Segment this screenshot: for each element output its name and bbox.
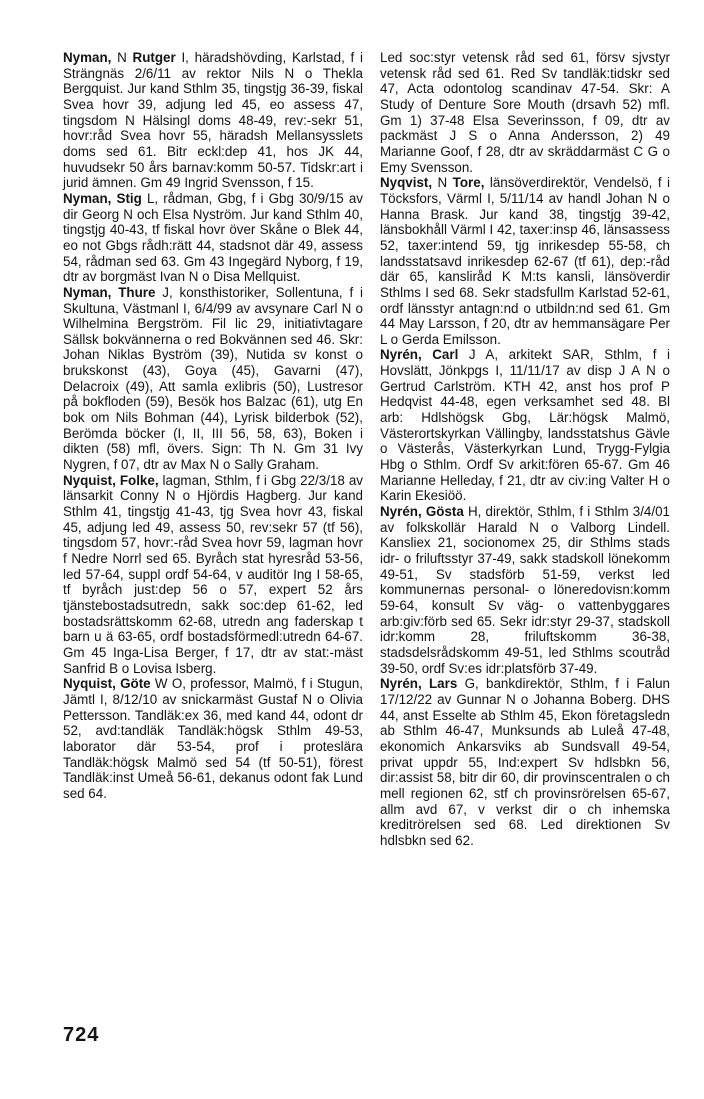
entry-surname: Nyrén, (380, 504, 422, 520)
entry-surname: Nyman, (63, 50, 112, 65)
entry-text: länsöverdirektör, Vendelsö, f i Töcksfors, Värml I, 5/11/14 av handl Johan N o Hanna Brask. Jur kand 38, tingstjg 39-42, länsbokhåll Värml I 42, taxer:insp 46, länsassess 52, taxer:intend 59, tjg inrikesdep 55-58, ch landsstatsavd inrikesdep 62-67 (tf 61), dep:-råd där 65, kanslіråd K M:ts kansli, länsöverdir Sthlms I sed 68. Sekr stadsfullm Karlstad 52-61, ordf länsstyr antagn:nd o utbildn:nd sed 61. Gm 44 May Larsson, f 20, dtr av hemmansägare Per L o Gerda Emilsson. (380, 175, 670, 347)
right-column (380, 50, 670, 848)
entry-forename: Tore, (452, 175, 485, 191)
entry-text: J A, arkitekt SAR, Sthlm, f i Hovslätt, Jönkpgs I, 11/11/17 av disp J A N o Gertrud Carlström. KTH 42, anst hos prof P Hedqvist 44-48, egen verksamhet sed 48. Bl arb: Hdlshögsk Gbg, Lär:högsk Malmö, Västerortskyrkan Vällingby, landsstatshus Gävle o Västerås, Västerkyrkan Lund, Trygg-Fylgia Hbg o Sthlm. Ordf Sv arkit:fören 65-67. Gm 46 Marianne Helleday, f 21, dtr av civ:ing Valter H o Karin Ekesiöö. (380, 347, 670, 504)
biography-entry (63, 191, 363, 285)
entry-surname: Nyquist, (63, 676, 116, 692)
entry-forename: Gösta (425, 504, 464, 520)
biography-entry (380, 676, 670, 848)
entry-forename: Göte (120, 676, 151, 692)
entry-surname: Nyqvist, (380, 175, 433, 191)
entry-surname: Nyquist, (63, 472, 116, 488)
entry-surname: Nyman, (63, 284, 112, 300)
entry-surname: Nyrén, (380, 347, 422, 363)
entry-initial (422, 347, 433, 362)
entry-forename: Stig (116, 190, 142, 206)
left-column (63, 50, 363, 802)
page-number: 724 (63, 1024, 100, 1046)
entry-forename: Carl (432, 347, 459, 363)
entry-text: G, bankdirektör, Sthlm, f i Falun 17/12/22 av Gunnar N o Johanna Boberg. DHS 44, anst Esselte ab Sthlm 45, Ekon företagsledn ab Sthlm 46-47, Munksunds ab Luleå 47-48, ekonomich Ankarsviks ab Sundsvall 49-54, privat uppdr 55, Ind:expert Sv hdlsbkn 56, dir:assist 58, bitr dir 60, dir provinscentralen o ch mell regionen 62, stf ch provinsrörelsen 65-67, allm avd 67, v verkst dir o ch inhemska kreditrörelsen sed 68. Led direktionen Sv hdlsbkn sed 62. (380, 676, 670, 848)
entry-forename: Folke, (119, 472, 159, 488)
entry-text: lagman, Sthlm, f i Gbg 22/3/18 av länsarkit Conny N o Hjördis Hagberg. Jur kand Sthlm 41, tingstjg 41-43, tjg Svea hovr 43, fiskal 45, adjung led 49, assess 50, rev:sekr 57 (tf 56), tingsdom 57, hovr:-råd Svea hovr 59, lagman hovr f Nedre Norrl sed 65. Byråch stat hyresråd 53-56, led 57-64, suppl ordf 54-64, v auditör Ing I 58-65, tf byråch just:dep 56 o 57, expert 52 års tjänstebostadsutredn, sakk soc:dep 61-62, led bostadsrättskomm 62-68, utredn ang faderskap t barn u ä 63-65, ordf bostadsförmedl:utredn 64-67. Gm 45 Inga-Lisa Berger, f 17, dtr av stat:-mäst Sanfrid B o Lovisa Isberg. (63, 472, 363, 676)
biography-entry (380, 504, 670, 676)
entry-forename: Lars (428, 676, 458, 692)
entry-initial (422, 676, 429, 691)
entry-initial: N (111, 50, 133, 65)
biography-entry-continued (380, 50, 670, 175)
biography-entry (380, 175, 670, 347)
biography-entry (63, 676, 363, 801)
entry-forename: Rutger (132, 50, 176, 65)
entry-text: J, konsthistoriker, Sollentuna, f i Skultuna, Västmanl I, 6/4/99 av avsynare Carl N o Wilhelmina Bergström. Fil lic 29, initiativtagare Sällsk bokvännerna o red Bokvännen sed 46. Skr: Johan Niklas Byström (39), Nutida sv konst o brukskonst (43), Goya (45), Gavarni (47), Delacroix (49), Att samla exlibris (50), Lustresor på bokfloden (59), Besök hos Balzac (61), utg En bok om Nils Bohman (44), Lyrisk bilderbok (52), Berömda böcker (I, II, III 56, 58, 63), Boken i dikten (58) mfl, övers. Sign: Th N. Gm 31 Ivy Nygren, f 07, dtr av Max N o Sally Graham. (63, 284, 363, 473)
entry-text: I, häradshövding, Karlstad, f i Strängnäs 2/6/11 av rektor Nils N o Thekla Bergquist. Jur kand Sthlm 35, tingstjg 36-39, fiskal Svea hovr 39, adjung led 45, eo assess 47, tingsdom N Hälsingl doms 48-49, rev:-sekr 51, hovr:råd Svea hovr 55, häradsh Mellansysslets doms sed 61. Bitr eckl:dep 41, hos JK 44, huvudsekr 50 års barnav:komm 50-57. Tidskr:art i jurid ämnen. Gm 49 Ingrid Svensson, f 15. (63, 50, 363, 191)
biography-entry (63, 473, 363, 677)
entry-text: Led soc:styr vetensk råd sed 61, försv sjvstyr vetensk råd sed 61. Red Sv tandläk:tidskr sed 47, Acta odontolog scandinav 47-54. Skr: A Study of Denture Sore Mouth (drsavh 52) mfl. Gm 1) 37-48 Elsa Severinsson, f 09, dtr av packmäst J S o Anna Andersson, 2) 49 Marianne Goof, f 28, dtr av skräddarmäst C G o Emy Svensson. (380, 50, 670, 175)
entry-initial: N (432, 175, 453, 191)
entry-text: L, rådman, Gbg, f i Gbg 30/9/15 av dir Georg N och Elsa Nyström. Jur kand Sthlm 40, tingstjg 40-43, tf fiskal hovr över Skåne o Blek 44, eo not Gbgs rådh:rätt 44, stadsnot där 49, assess 54, rådman sed 63. Gm 43 Ingegärd Nyborg, f 19, dtr av borgmäst Ivan N o Disa Mellquist. (63, 190, 363, 285)
entry-forename: Thure (118, 284, 156, 300)
entry-text: W O, professor, Malmö, f i Stugun, Jämtl I, 8/12/10 av snickarmäst Gustaf N o Olivia Pettersson. Tandläk:ex 36, med kand 44, odont dr 52, avd:tandläk Tandläk:högsk Sthlm 49-53, laborator där 53-54, prof i proteslära Tandläk:högsk Malmö sed 54 (tf 50-51), förest Tandläk:inst Umeå 56-61, dekanus odont fak Lund sed 64. (63, 676, 363, 801)
biography-entry (63, 50, 363, 191)
biography-entry (380, 347, 670, 504)
biography-entry (63, 285, 363, 473)
entry-surname: Nyrén, (380, 676, 422, 692)
entry-surname: Nyman, (63, 190, 112, 206)
entry-text: H, direktör, Sthlm, f i Sthlm 3/4/01 av folkskollär Harald N o Valborg Lindell. Kansliex 21, socionomex 25, dir Sthlms stads idr- o friluftsstyr 37-49, sakk stadskoll lönekomm 49-51, Sv stadsförb 51-59, verkst led kommunernas personal- o löneredovisn:komm 59-64, konsult Sv väg- o vattenbyggares arb:giv:förb sed 65. Sekr idr:styr 29-37, stadskoll idr:komm 28, friluftskomm 36-38, stadsdelsrådskomm 49-51, led Sthlms scoutråd 39-50, ordf Sv:es idr:platsförb 37-49. (380, 504, 670, 676)
